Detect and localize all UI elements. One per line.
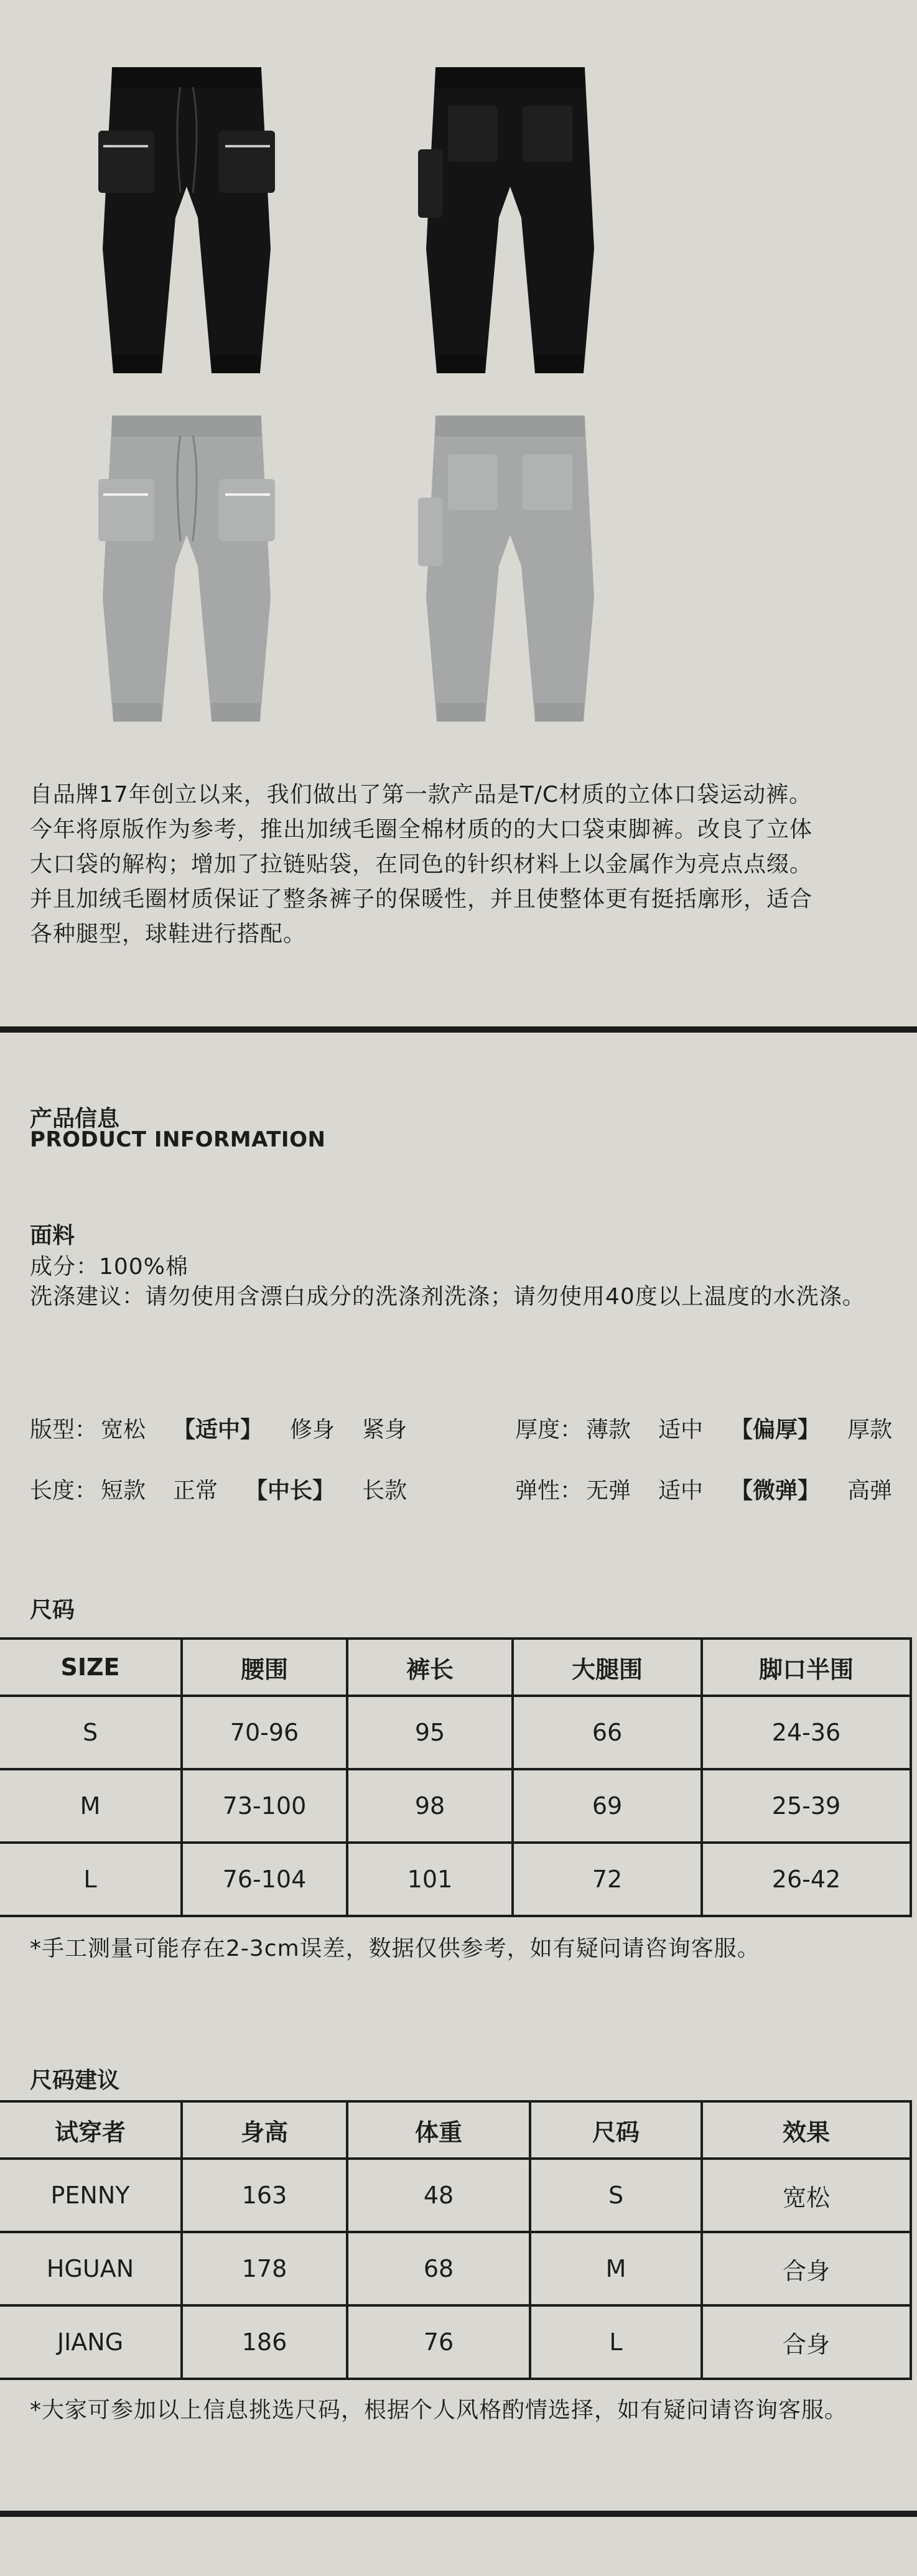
- attribute-thickness: [515, 1412, 892, 1444]
- table-header-cell: 脚口半围: [702, 1639, 911, 1696]
- attribute-length: [30, 1473, 434, 1505]
- table-header-cell: 大腿围: [513, 1639, 702, 1696]
- product-info-title-cn: 产品信息: [30, 1106, 120, 1132]
- divider-top: [0, 1026, 917, 1033]
- table-cell: L: [0, 1843, 182, 1916]
- table-header-cell: 尺码: [530, 2101, 702, 2159]
- size-advice-table: [0, 2100, 912, 2380]
- intro-paragraph: [30, 778, 888, 952]
- thickness-option: 厚款: [847, 1417, 893, 1443]
- intro-line: 今年将原版作为参考，推出加绒毛圈全棉材质的的大口袋束脚裤。改良了立体: [30, 817, 813, 842]
- table-cell: 98: [347, 1769, 513, 1843]
- table-cell: 95: [347, 1696, 513, 1769]
- table-cell: 76: [347, 2305, 530, 2379]
- table-header-cell: 裤长: [347, 1639, 513, 1696]
- table-cell: 25-39: [702, 1769, 911, 1843]
- table-header-cell: 腰围: [182, 1639, 347, 1696]
- table-cell: 69: [513, 1769, 702, 1843]
- table-header-row: [0, 1639, 911, 1696]
- composition-text: 成分：100%棉: [30, 1254, 189, 1280]
- fit-option: 修身: [290, 1417, 335, 1443]
- intro-line: 大口袋的解构；增加了拉链贴袋，在同色的针织材料上以金属作为亮点点缀。: [30, 852, 813, 877]
- size-advice-title: 尺码建议: [30, 2068, 120, 2093]
- table-row: [0, 1843, 911, 1916]
- size-chart-table: [0, 1637, 912, 1917]
- table-cell: M: [0, 1769, 182, 1843]
- attribute-label: 厚度：: [515, 1417, 583, 1443]
- table-cell: 66: [513, 1696, 702, 1769]
- thickness-option: 适中: [658, 1417, 704, 1443]
- intro-line: 自品牌17年创立以来，我们做出了第一款产品是T/C材质的立体口袋运动裤。: [30, 782, 812, 807]
- table-header-cell: 体重: [347, 2101, 530, 2159]
- table-cell: 48: [347, 2159, 530, 2232]
- table-cell: 合身: [702, 2305, 911, 2379]
- table-header-cell: SIZE: [0, 1639, 182, 1696]
- table-header-cell: 身高: [182, 2101, 347, 2159]
- length-option: 长款: [362, 1478, 407, 1504]
- table-cell: 26-42: [702, 1843, 911, 1916]
- table-header-cell: 试穿者: [0, 2101, 182, 2159]
- thickness-option: 薄款: [586, 1417, 631, 1443]
- attribute-fit: [30, 1412, 434, 1444]
- size-advice-note: *大家可参加以上信息挑选尺码，根据个人风格酌情选择，如有疑问请咨询客服。: [30, 2397, 848, 2423]
- table-cell: 72: [513, 1843, 702, 1916]
- table-row: [0, 1696, 911, 1769]
- table-cell: 76-104: [182, 1843, 347, 1916]
- attribute-elasticity: [515, 1473, 892, 1505]
- table-cell: HGUAN: [0, 2232, 182, 2305]
- table-cell: 73-100: [182, 1769, 347, 1843]
- size-chart-note: *手工测量可能存在2-3cm误差，数据仅供参考，如有疑问请咨询客服。: [30, 1936, 760, 1961]
- table-cell: 合身: [702, 2232, 911, 2305]
- table-cell: PENNY: [0, 2159, 182, 2232]
- product-image-grey-back: [417, 411, 603, 737]
- attribute-label: 版型：: [30, 1417, 98, 1443]
- intro-line: 并且加绒毛圈材质保证了整条裤子的保暖性，并且使整体更有挺括廓形，适合: [30, 886, 813, 912]
- table-cell: 70-96: [182, 1696, 347, 1769]
- table-cell: 186: [182, 2305, 347, 2379]
- elasticity-option: 无弹: [586, 1478, 631, 1504]
- length-option: 正常: [173, 1478, 218, 1504]
- table-cell: 68: [347, 2232, 530, 2305]
- table-row: [0, 1769, 911, 1843]
- product-image-black-back: [417, 62, 603, 388]
- divider-bottom: [0, 2511, 917, 2517]
- length-option-selected: 【中长】: [245, 1478, 335, 1504]
- table-row: [0, 2232, 911, 2305]
- table-cell: M: [530, 2232, 702, 2305]
- table-header-cell: 效果: [702, 2101, 911, 2159]
- table-cell: L: [530, 2305, 702, 2379]
- product-image-grey-front: [93, 411, 280, 737]
- size-chart-title: 尺码: [30, 1597, 75, 1623]
- fit-option: 紧身: [362, 1417, 407, 1443]
- product-image-black-front: [93, 62, 280, 388]
- table-cell: S: [530, 2159, 702, 2232]
- table-cell: 178: [182, 2232, 347, 2305]
- wash-instructions: 洗涤建议：请勿使用含漂白成分的洗涤剂洗涤；请勿使用40度以上温度的水洗涤。: [30, 1284, 865, 1309]
- table-header-row: [0, 2101, 911, 2159]
- table-cell: 101: [347, 1843, 513, 1916]
- elasticity-option: 高弹: [847, 1478, 893, 1504]
- attribute-label: 长度：: [30, 1478, 98, 1504]
- attribute-label: 弹性：: [515, 1478, 583, 1504]
- table-cell: 24-36: [702, 1696, 911, 1769]
- thickness-option-selected: 【偏厚】: [730, 1417, 821, 1443]
- fit-option: 宽松: [101, 1417, 146, 1443]
- fit-option-selected: 【适中】: [173, 1417, 263, 1443]
- table-cell: 宽松: [702, 2159, 911, 2232]
- fabric-title: 面料: [30, 1223, 75, 1248]
- product-info-title-en: PRODUCT INFORMATION: [30, 1127, 326, 1152]
- elasticity-option-selected: 【微弹】: [730, 1478, 821, 1504]
- length-option: 短款: [101, 1478, 146, 1504]
- intro-line: 各种腿型，球鞋进行搭配。: [30, 921, 307, 947]
- table-row: [0, 2159, 911, 2232]
- table-cell: JIANG: [0, 2305, 182, 2379]
- table-cell: 163: [182, 2159, 347, 2232]
- table-cell: S: [0, 1696, 182, 1769]
- table-row: [0, 2305, 911, 2379]
- elasticity-option: 适中: [658, 1478, 704, 1504]
